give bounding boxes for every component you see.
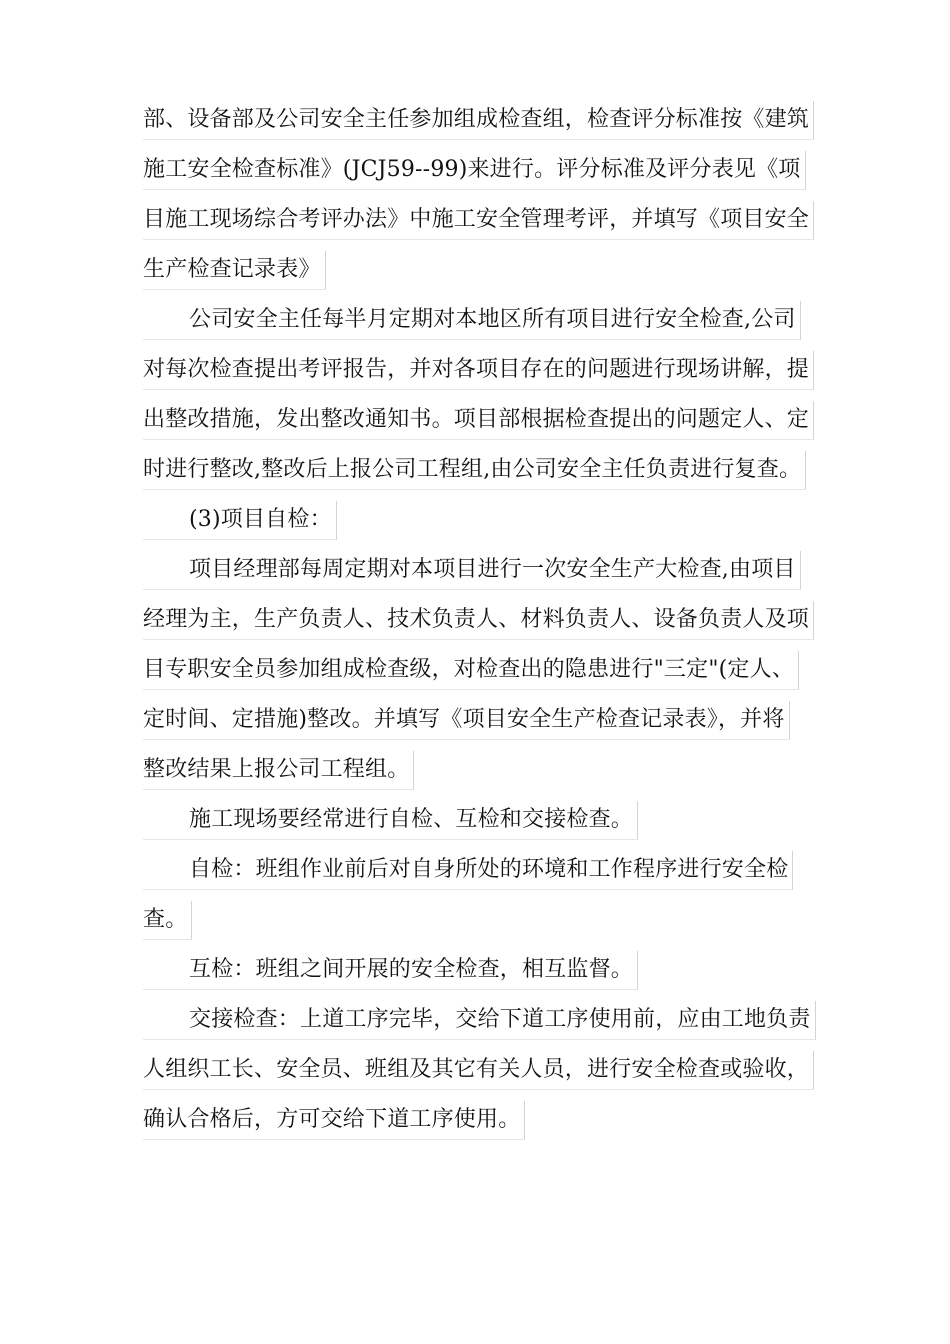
text-line: 对每次检查提出考评报告，并对各项目存在的问题进行现场讲解，提: [143, 351, 814, 390]
text-line: 生产检查记录表》: [143, 251, 326, 290]
paragraph-first-line: 交接检查：上道工序完毕，交给下道工序使用前，应由工地负责: [143, 1001, 816, 1040]
text-line: 整改结果上报公司工程组。: [143, 751, 414, 790]
text-line: 经理为主，生产负责人、技术负责人、材料负责人、设备负责人及项: [143, 601, 814, 640]
paragraph-first-line: 项目经理部每周定期对本项目进行一次安全生产大检查,由项目: [143, 551, 801, 590]
text-line: 出整改措施，发出整改通知书。项目部根据检查提出的问题定人、定: [143, 401, 814, 440]
text-line: 确认合格后，方可交给下道工序使用。: [143, 1101, 525, 1140]
text-line: 部、设备部及公司安全主任参加组成检查组，检查评分标准按《建筑: [143, 101, 814, 140]
text-line: 时进行整改,整改后上报公司工程组,由公司安全主任负责进行复查。: [143, 451, 806, 490]
text-line: 施工安全检查标准》(JCJ59--99)来进行。评分标准及评分表见《项: [143, 151, 806, 190]
text-line: 定时间、定措施)整改。并填写《项目安全生产检查记录表》，并将: [143, 701, 790, 740]
text-line: 目专职安全员参加组成检查级，对检查出的隐患进行"三定"(定人、: [143, 651, 799, 690]
paragraph-first-line: 自检：班组作业前后对自身所处的环境和工作程序进行安全检: [143, 851, 793, 890]
paragraph-first-line: 互检：班组之间开展的安全检查，相互监督。: [143, 951, 638, 990]
text-line: 人组织工长、安全员、班组及其它有关人员，进行安全检查或验收，: [143, 1051, 814, 1090]
section-heading: (3)项目自检：: [143, 501, 337, 540]
paragraph-first-line: 公司安全主任每半月定期对本地区所有项目进行安全检查,公司: [143, 301, 801, 340]
paragraph-first-line: 施工现场要经常进行自检、互检和交接检查。: [143, 801, 638, 840]
text-line: 目施工现场综合考评办法》中施工安全管理考评，并填写《项目安全: [143, 201, 814, 240]
text-line: 查。: [143, 901, 192, 940]
